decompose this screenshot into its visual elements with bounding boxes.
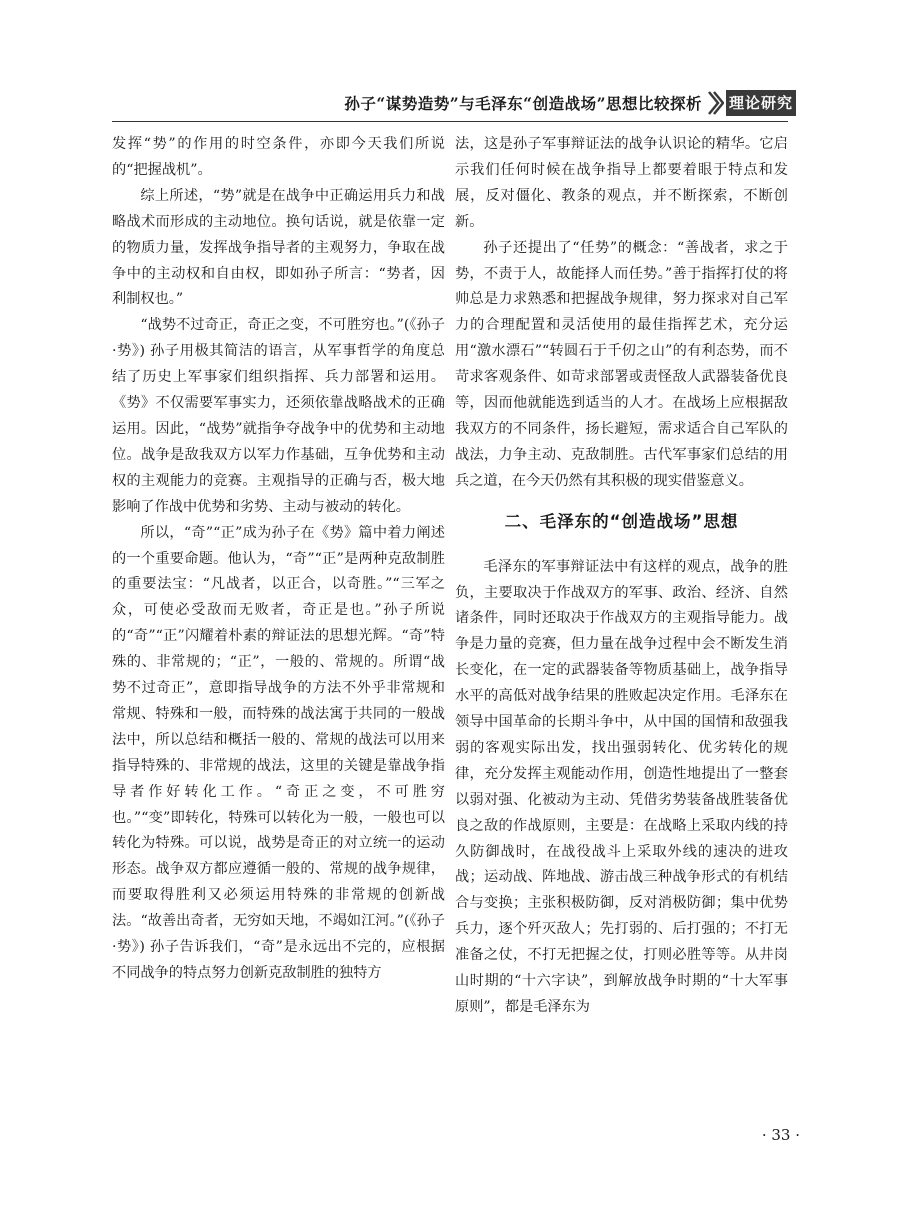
right-column-bottom bbox=[455, 555, 788, 1021]
paragraph: 孙子还提出了“任势”的概念：“善战者，求之于势，不责于人，故能择人而任势。”善于指挥打仗的将帅总是力求熟悉和把握战争规律，努力探求对自己军力的合理配置和灵活使用的最佳指挥艺术，充分运用“激水漂石”“转圆石于千仞之山”的有利态势，而不苛求客观条件、如苛求部署或责怪敌人武器装备优良等，因而他就能选到适当的人才。在战场上应根据敌我双方的不同条件，扬长避短，需求适合自己军队的战法，力争主动、克敌制胜。古代军事家们总结的用兵之道，在今天仍然有其积极的现实借鉴意义。 bbox=[455, 239, 788, 489]
running-title: 孙子“谋势造势”与毛泽东“创造战场”思想比较探析 bbox=[344, 94, 702, 113]
section-heading: 二、毛泽东的“创造战场”思想 bbox=[504, 511, 739, 531]
paragraph: 发挥“势”的作用的时空条件，亦即今天我们所说的“把握战机”。 bbox=[112, 136, 445, 178]
page-number: · 33 · bbox=[761, 1126, 800, 1144]
paragraph: “战势不过奇正，奇正之变，不可胜穷也。”(《孙子·势》) 孙子用极其简洁的语言，从军事哲学的角度总结了历史上军事家们组织指挥、兵力部署和运用。《势》不仅需要军事实力，还须依靠战略战术的正确运用。因此，“战势”就指争夺战争中的优势和主动地位。战争是敌我双方以军力作基础，互争优势和主动权的主观能力的竞赛。主观指导的正确与否，极大地影响了作战中优势和劣势、主动与被动的转化。 bbox=[112, 317, 445, 515]
paragraph: 法，这是孙子军事辩证法的战争认识论的精华。它启示我们任何时候在战争指导上都要着眼于特点和发展，反对僵化、教条的观点，并不断探索，不断创新。 bbox=[455, 136, 788, 230]
right-column bbox=[455, 132, 788, 1021]
paragraph: 综上所述，“势”就是在战争中正确运用兵力和战略战术而形成的主动地位。换句话说，就是依靠一定的物质力量，发挥战争指导者的主观努力，争取在战争中的主动权和自由权，即如孙子所言：“势者，因利制权也。” bbox=[112, 187, 445, 308]
paragraph: 毛泽东的军事辩证法中有这样的观点，战争的胜负，主要取决于作战双方的军事、政治、经济、自然诸条件，同时还取决于作战双方的主观指导能力。战争是力量的竞赛，但力量在战争过程中会不断发生消长变化，在一定的武器装备等物质基础上，战争指导水平的高低对战争结果的胜败起决定作用。毛泽东在领导中国革命的长期斗争中，从中国的国情和敌强我弱的客观实际出发，找出强弱转化、优劣转化的规律，充分发挥主观能动作用，创造性地提出了一整套以弱对强、化被动为主动、凭借劣势装备战胜装备优良之敌的作战原则，主要是：在战略上采取内线的持久防御战时，在战役战斗上采取外线的速决的进攻战；运动战、阵地战、游击战三种战争形式的有机结合与变换；主张积极防御，反对消极防御；集中优势兵力，逐个歼灭敌人；先打弱的、后打强的；不打无准备之仗，不打无把握之仗，打则必胜等等。从井岗山时期的“十六字诀”，到解放战争时期的“十大军事原则”，都是毛泽东为 bbox=[455, 558, 788, 1015]
paragraph: 所以，“奇”“正”成为孙子在《势》篇中着力阐述的一个重要命题。他认为，“奇”“正”是两种克敌制胜的重要法宝：“凡战者，以正合，以奇胜。”“三军之众，可使必受敌而无败者，奇正是也。”孙子所说的“奇”“正”闪耀着朴素的辩证法的思想光辉。“奇”特殊的、非常规的；“正”，一般的、常规的。所谓“战势不过奇正”，意即指导战争的方法不外乎非常规和常规、特殊和一般，而特殊的战法寓于共同的一般战法中，所以总结和概括一般的、常规的战法可以用来指导特殊的、非常规的战法，这里的关键是靠战争指导者作好转化工作。“奇正之变，不可胜穷也。”“变”即转化，特殊可以转化为一般，一般也可以转化为特殊。可以说，战势是奇正的对立统一的运动形态。战争双方都应遵循一般的、常规的战争规律，而要取得胜利又必须运用特殊的非常规的创新战法。“故善出奇者，无穷如天地，不竭如江河。”(《孙子·势》) 孙子告诉我们，“奇”是永远出不完的，应根据不同战争的特点努力创新克敌制胜的独特方 bbox=[112, 524, 445, 981]
header-divider bbox=[112, 121, 788, 122]
chevron-right-icon bbox=[706, 90, 724, 116]
left-column bbox=[112, 132, 445, 987]
section-badge: 理论研究 bbox=[726, 90, 796, 116]
right-column-top bbox=[455, 132, 788, 495]
running-header bbox=[0, 90, 900, 116]
